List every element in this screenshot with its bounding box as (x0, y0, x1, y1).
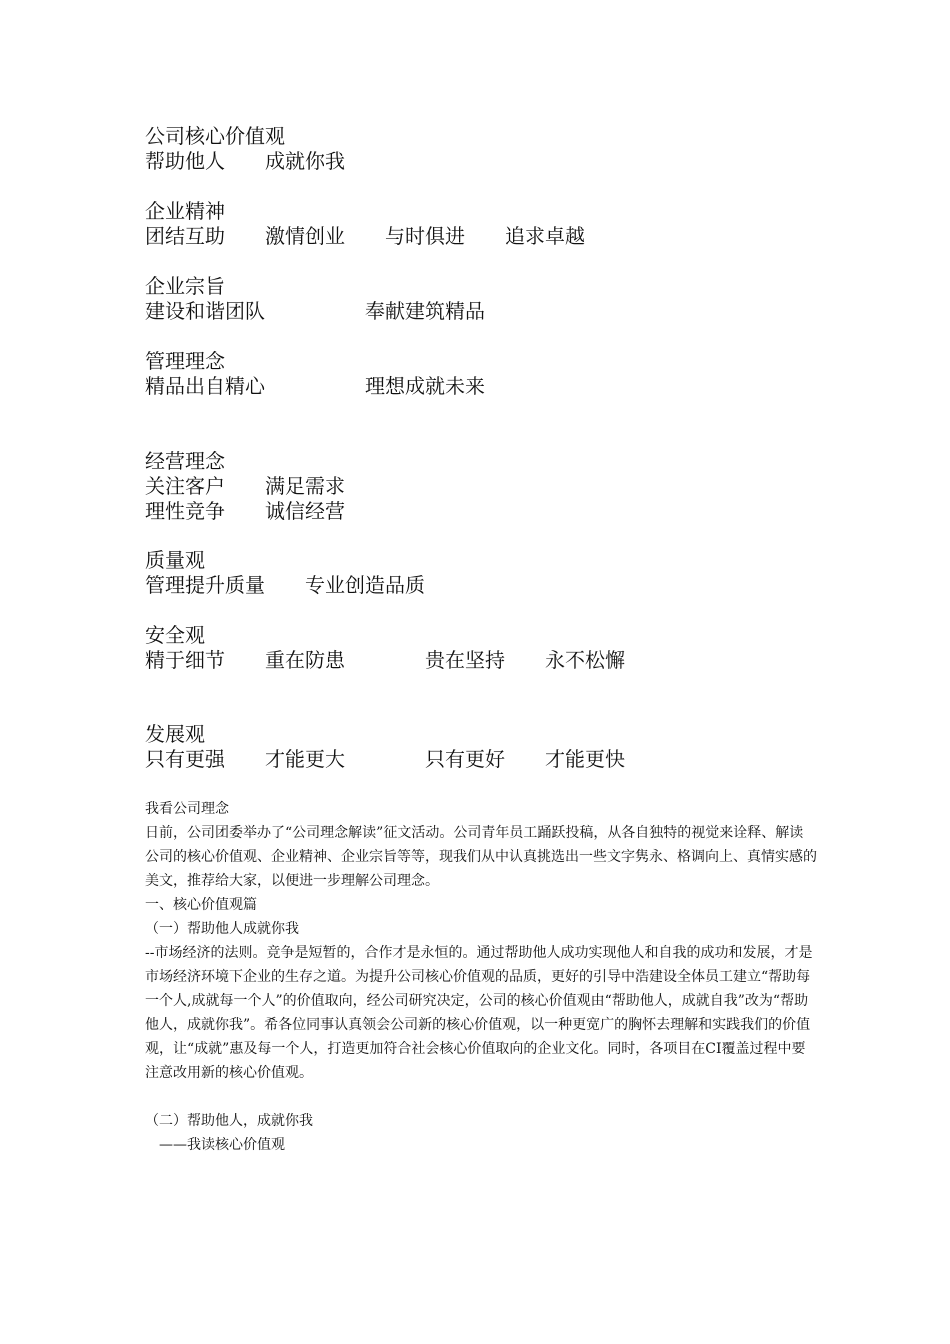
safety-view-line: 精于细节 重在防患 贵在坚持 永不松懈 (145, 648, 625, 672)
enterprise-spirit-title: 企业精神 (145, 199, 225, 223)
quality-view-line: 管理提升质量 专业创造品质 (145, 573, 425, 597)
blank-line (145, 1085, 817, 1109)
safety-view-title: 安全观 (145, 623, 205, 647)
enterprise-purpose-line: 建设和谐团队 奉献建筑精品 (145, 299, 485, 323)
business-concept-line-2: 理性竞争 诚信经营 (145, 499, 345, 523)
subsection-heading-1: （一）帮助他人成就你我 (145, 921, 299, 937)
section-heading: 一、核心价值观篇 (145, 897, 257, 913)
subsection-byline-2: ——我读核心价值观 (159, 1137, 285, 1153)
enterprise-purpose-title: 企业宗旨 (145, 274, 225, 298)
management-concept-line: 精品出自精心 理想成就未来 (145, 374, 485, 398)
development-view-title: 发展观 (145, 722, 205, 746)
core-values-title: 公司核心价值观 (145, 124, 285, 148)
development-view-line: 只有更强 才能更大 只有更好 才能更快 (145, 747, 625, 771)
article-intro: 日前，公司团委举办了“公司理念解读”征文活动。公司青年员工踊跃投稿，从各自独特的视觉来诠释、解读公司的核心价值观、企业精神、企业宗旨等等，现我们从中认真挑选出一些文字隽永、格调向上、真情实感的美文，推荐给大家，以便进一步理解公司理念。 (145, 825, 817, 889)
article-heading: 我看公司理念 (145, 801, 229, 817)
business-concept-line-1: 关注客户 满足需求 (145, 474, 345, 498)
business-concept-title: 经营理念 (145, 449, 225, 473)
subsection-paragraph-1: --市场经济的法则。竞争是短暂的，合作才是永恒的。通过帮助他人成功实现他人和自我的成功和发展，才是市场经济环境下企业的生存之道。为提升公司核心价值观的品质，更好的引导中浩建设全体员工建立“帮助每一个人,成就每一个人”的价值取向，经公司研究决定，公司的核心价值观由“帮助他人，成就自我”改为“帮助他人，成就你我”。希各位同事认真领会公司新的核心价值观，以一种更宽广的胸怀去理解和实践我们的价值观，让“成就”惠及每一个人，打造更加符合社会核心价值取向的企业文化。同时，各项目在CI覆盖过程中要注意改用新的核心价值观。 (145, 945, 813, 1081)
quality-view-title: 质量观 (145, 548, 205, 572)
management-concept-title: 管理理念 (145, 349, 225, 373)
enterprise-spirit-line: 团结互助 激情创业 与时俱进 追求卓越 (145, 224, 585, 248)
core-values-line: 帮助他人 成就你我 (145, 149, 345, 173)
subsection-heading-2: （二）帮助他人，成就你我 (145, 1113, 313, 1129)
article-body (145, 797, 817, 1157)
